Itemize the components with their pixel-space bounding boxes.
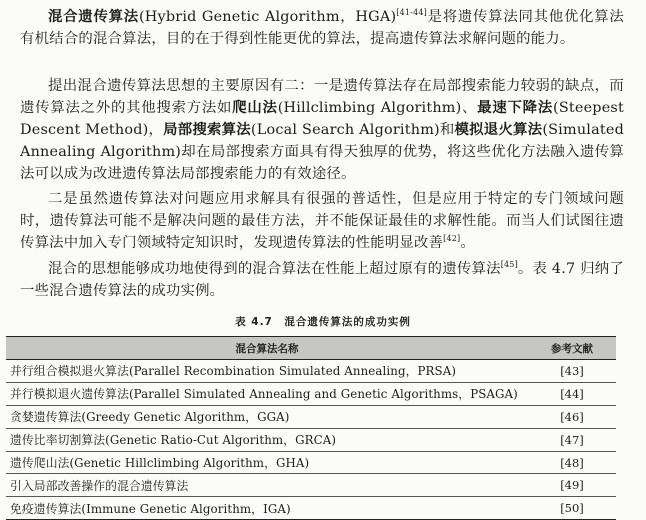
hybrid-ga-table [6,336,616,520]
term-steepest-descent: 最速下降法 [477,99,553,116]
reference-cell: [44] [560,386,584,401]
algorithm-name-cell: 免疫遗传算法(Immune Genetic Algorithm，IGA) [10,501,291,516]
reason-two-end: 。 [460,235,475,251]
algorithm-name-cell: 引入局部改善操作的混合遗传算法 [10,478,189,493]
table-row [6,429,616,452]
reference-cell: [43] [560,363,584,378]
steepest-descent-english: (Steepest Descent Method)， [20,100,624,138]
table-row [6,406,616,429]
table-row [6,452,616,475]
reason-two-text: 二是虽然遗传算法对问题应用求解具有很强的普适性，但是应用于特定的专门领域问题时，遗传算法可能不是解决问题的最佳方法，并不能保证最佳的求解性能。而当人们试图往遗传算法中加入专门领域特定知识时，发现遗传算法的性能明显改善 [20,191,624,251]
summary-text: 混合的思想能够成功地使得到的混合算法在性能上超过原有的遗传算法 [48,261,501,277]
algorithm-name-cell: 贪婪遗传算法(Greedy Genetic Algorithm，GGA) [10,410,290,425]
term-local-search: 局部搜索算法 [163,121,251,138]
reference-cell: [47] [560,432,584,447]
citation: [41-44] [396,8,427,17]
term-hga: 混合遗传算法 [48,8,139,25]
table-header-row [6,336,616,360]
paragraph-reason-two [20,188,624,254]
table-row [6,497,616,520]
term-simulated-annealing: 模拟退火算法 [454,121,543,138]
reference-cell: [48] [560,455,584,470]
local-search-english: (Local Search Algorithm)和 [250,122,455,138]
citation: [45] [500,260,518,269]
reference-cell: [49] [560,478,584,493]
summary-end: 。表 4.7 归纳了一些混合遗传算法的成功实例。 [20,261,624,299]
header-algorithm-name: 混合算法名称 [235,342,299,355]
reference-cell: [46] [560,409,584,424]
table-caption: 表 4.7 混合遗传算法的成功实例 [235,316,411,328]
simulated-annealing-text: (Simulated Annealing Algorithm)却在局部搜索方面具有得天独厚的优势，将这些优化方法融入遗传算法可以成为改进遗传算法局部搜索能力的有效途径。 [20,122,624,182]
header-references: 参考文献 [551,342,593,355]
reference-cell: [50] [560,501,584,516]
algorithm-name-cell: 并行组合模拟退火算法(Parallel Recombination Simulated Annealing，PRSA) [10,364,457,379]
paragraph-reason-one [20,75,624,185]
table-row [6,383,616,406]
hillclimbing-english: (Hillclimbing Algorithm)、 [277,100,478,116]
algorithm-name-cell: 遗传比率切割算法(Genetic Ratio-Cut Algorithm，GRCA) [10,433,337,448]
table-row [6,360,616,383]
term-hillclimbing: 爬山法 [232,99,278,116]
algorithm-name-cell: 并行模拟退火遗传算法(Parallel Simulated Annealing and Genetic Algorithms，PSAGA) [10,387,518,402]
reason-one-text: 提出混合遗传算法思想的主要原因有二：一是遗传算法存在局部搜索能力较弱的缺点，而遗传算法之外的其他搜索方法如 [20,78,624,116]
paragraph-summary [20,258,624,302]
algorithm-name-cell: 遗传爬山法(Genetic Hillclimbing Algorithm，GHA) [10,456,310,470]
table-row [6,474,616,497]
hga-definition-text: 是将遗传算法同其他优化算法有机结合的混合算法，目的在于得到性能更优的算法，提高遗传算法求解问题的能力。 [20,9,625,47]
hga-english: (Hybrid Genetic Algorithm，HGA) [138,9,397,25]
citation: [42] [443,234,461,243]
paragraph-hga-definition [20,6,624,50]
